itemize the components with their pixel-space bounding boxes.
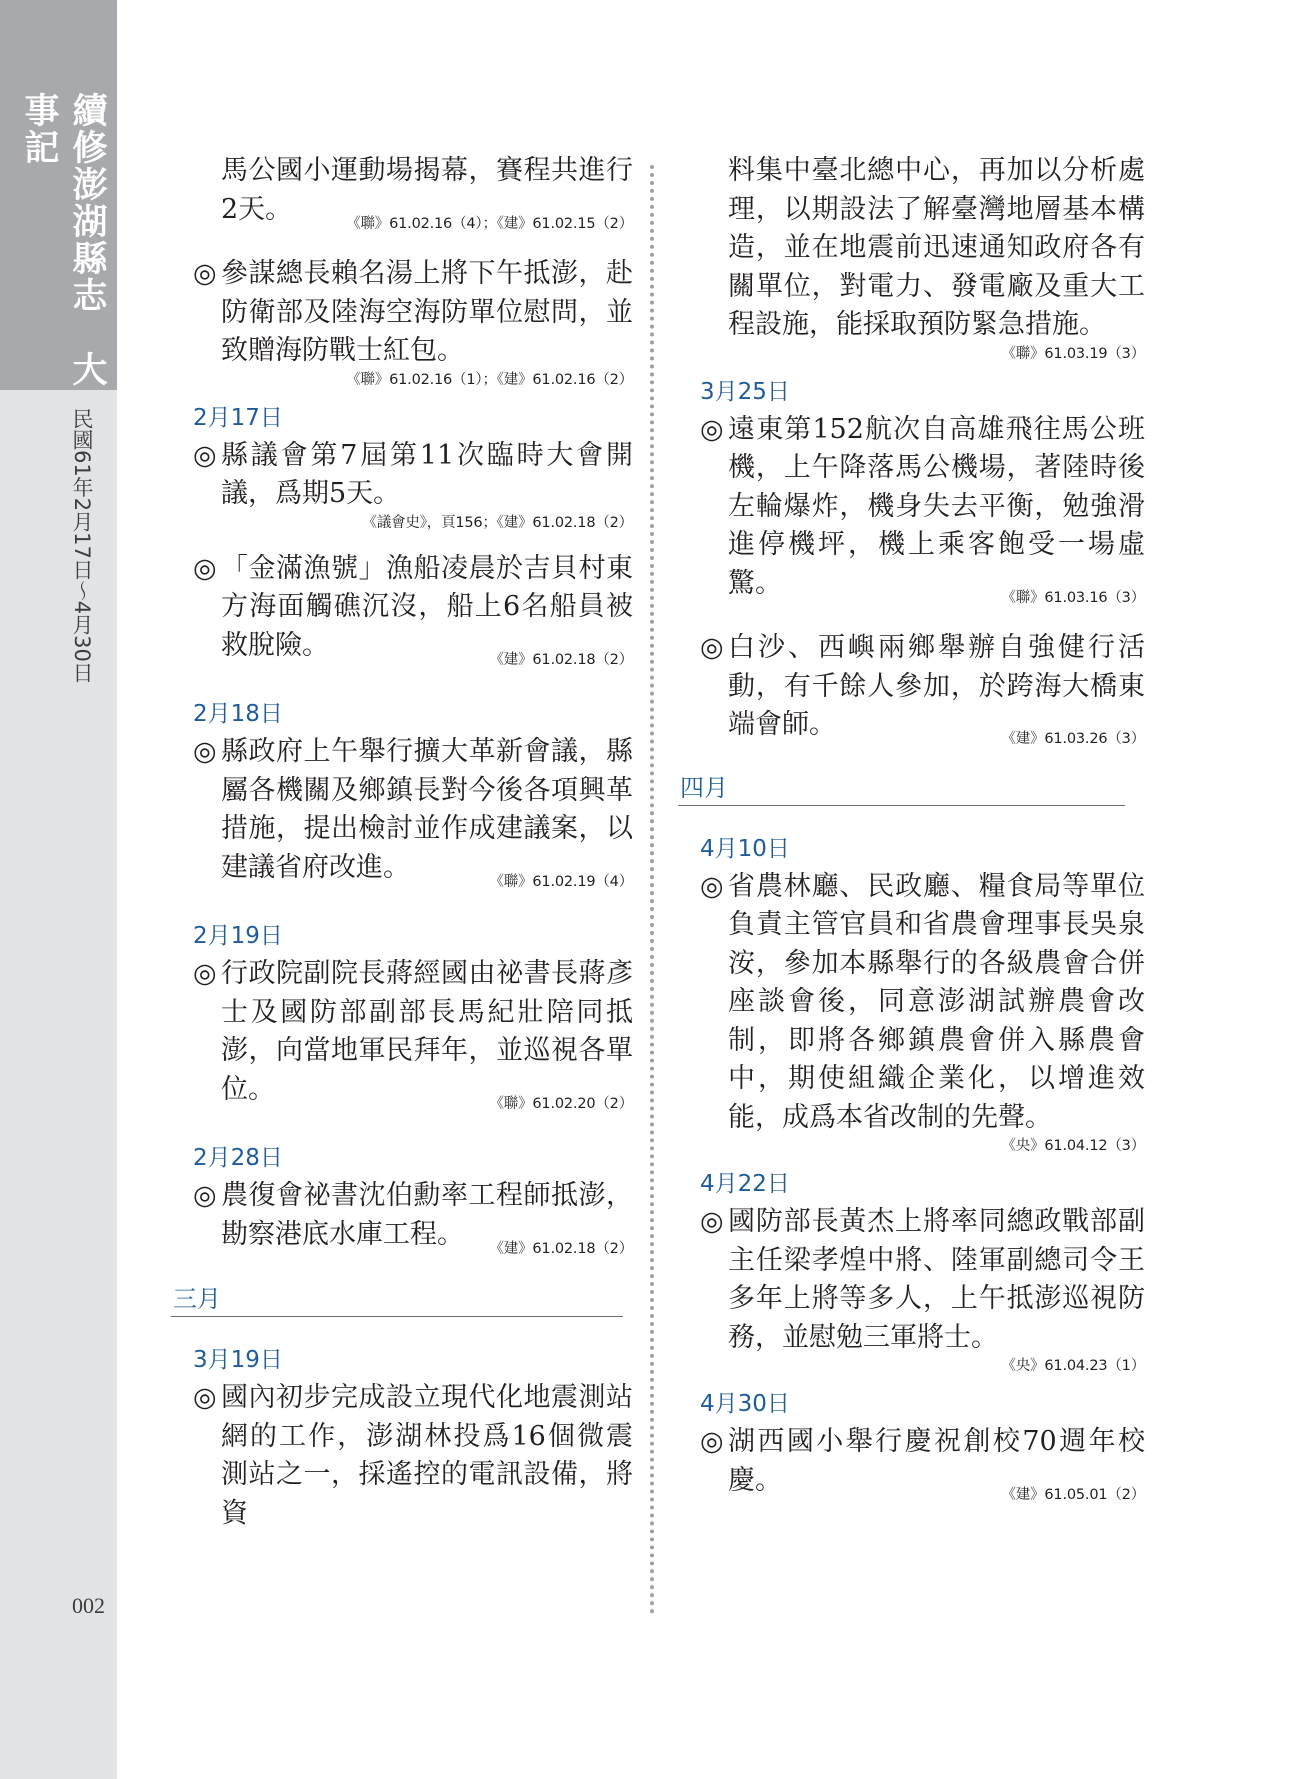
bullet-icon: ◎	[193, 439, 217, 471]
date-heading: 3月25日	[700, 378, 790, 405]
source-citation: 《聯》61.03.19（3）	[1001, 345, 1145, 362]
source-citation: 《聯》61.02.16（1）；《建》61.02.16（2）	[346, 371, 633, 388]
entry	[193, 437, 633, 534]
left-column	[173, 152, 633, 1533]
date-heading: 4月22日	[700, 1171, 790, 1197]
right-column	[680, 152, 1145, 1514]
entry	[700, 1203, 1145, 1377]
bullet-icon: ◎	[193, 1180, 217, 1211]
source-citation: 《聯》61.02.19（4）	[489, 873, 633, 890]
entry	[700, 152, 1145, 365]
source-citation: 《聯》61.03.16（3）	[1001, 589, 1145, 606]
bullet-icon: ◎	[700, 413, 724, 445]
entry	[193, 1177, 633, 1257]
date-heading: 2月18日	[193, 701, 283, 727]
entry-text: 參謀總長賴名湯上將下午抵澎，赴防衛部及陸海空海防單位慰問，並致贈海防戰士紅包。	[221, 258, 633, 366]
sidebar	[0, 0, 117, 1779]
entry-text: 白沙、西嶼兩鄉舉辦自強健行活動，有千餘人參加，於跨海大橋東端會師。	[728, 632, 1145, 740]
date-heading: 4月30日	[700, 1391, 790, 1417]
bullet-icon: ◎	[193, 1382, 217, 1413]
entry-text: 國防部長黃杰上將率同總政戰部副主任梁孝煌中將、陸軍副總司令王多年上將等多人，上午抵澎巡視防務，並慰勉三軍將士。	[728, 1206, 1145, 1353]
bullet-icon: ◎	[700, 1206, 724, 1237]
entry-text: 農復會祕書沈伯勳率工程師抵澎，勘察港底水庫工程。	[221, 1180, 633, 1250]
bullet-icon: ◎	[193, 552, 217, 584]
date-range: 民國61年2月17日〜4月30日	[70, 408, 94, 683]
book-title: 續修澎湖縣志 大事記	[19, 92, 108, 388]
source-citation: 《央》61.04.23（1）	[1001, 1358, 1145, 1374]
date-heading: 4月10日	[700, 835, 790, 862]
page-number: 002	[72, 1593, 105, 1618]
entry-text: 國內初步完成設立現代化地震測站網的工作，澎湖林投爲16個微震測站之一，採遙控的電訊設備，將資	[221, 1382, 633, 1529]
entry	[193, 152, 633, 232]
bullet-icon: ◎	[700, 1426, 724, 1457]
column-divider	[650, 165, 654, 1615]
month-heading: 四月	[678, 771, 1125, 806]
month-heading: 三月	[171, 1282, 623, 1317]
source-citation: 《議會史》，頁156；《建》61.02.18（2）	[362, 514, 633, 531]
source-citation: 《建》61.02.18（2）	[489, 651, 633, 668]
date-heading: 2月17日	[193, 404, 283, 431]
entry-text: 縣議會第7屆第11次臨時大會開議，爲期5天。	[221, 439, 633, 509]
entry-text: 湖西國小舉行慶祝創校70週年校慶。	[728, 1426, 1145, 1496]
source-citation: 《建》61.02.18（2）	[489, 1240, 633, 1257]
source-citation: 《聯》61.02.16（4）；《建》61.02.15（2）	[346, 215, 633, 232]
entry-text: 遠東第152航次自高雄飛往馬公班機，上午降落馬公機場，著陸時後左輪爆炸，機身失去平衡，勉強滑進停機坪，機上乘客飽受一場虛驚。	[728, 413, 1145, 599]
entry-text: 馬公國小運動場揭幕，賽程共進行2天。	[221, 155, 633, 225]
entry-text: 省農林廳、民政廳、糧食局等單位負責主管官員和省農會理事長吳泉洝，參加本縣舉行的各級農會合併座談會後，同意澎湖試辦農會改制，即將各鄉鎮農會併入縣農會中，期使組織企業化，以增進效能，成爲本省改制的先聲。	[728, 870, 1145, 1133]
bullet-icon: ◎	[193, 258, 217, 289]
bullet-icon: ◎	[700, 632, 724, 663]
date-heading: 2月19日	[193, 923, 283, 949]
entry	[700, 411, 1145, 604]
entry	[193, 733, 633, 890]
sidebar-title-block	[0, 0, 117, 390]
entry	[700, 868, 1145, 1158]
entry-text: 縣政府上午舉行擴大革新會議，縣屬各機關及鄉鎮長對今後各項興革措施，提出檢討並作成建議案，以建議省府改進。	[221, 736, 633, 883]
source-citation: 《央》61.04.12（3）	[1001, 1138, 1145, 1154]
entry-text: 「金滿漁號」漁船凌晨於吉貝村東方海面觸礁沉沒，船上6名船員被救脫險。	[221, 552, 633, 661]
source-citation: 《建》61.05.01（2）	[1001, 1486, 1145, 1503]
entry	[193, 955, 633, 1112]
entry	[700, 1423, 1145, 1503]
date-heading: 3月19日	[193, 1347, 283, 1373]
source-citation: 《建》61.03.26（3）	[1001, 731, 1145, 747]
bullet-icon: ◎	[700, 870, 724, 902]
entry	[193, 1379, 633, 1533]
entry-text: 料集中臺北總中心，再加以分析處理，以期設法了解臺灣地層基本構造，並在地震前迅速通知政府各有關單位，對電力、發電廠及重大工程設施，能採取預防緊急措施。	[728, 155, 1145, 340]
date-heading: 2月28日	[193, 1145, 283, 1171]
entry-text: 行政院副院長蔣經國由祕書長蔣彥士及國防部副部長馬紀壯陪同抵澎，向當地軍民拜年，並巡視各單位。	[221, 958, 633, 1105]
entry	[700, 629, 1145, 745]
bullet-icon: ◎	[193, 736, 217, 767]
bullet-icon: ◎	[193, 958, 217, 989]
entry	[193, 255, 633, 391]
source-citation: 《聯》61.02.20（2）	[489, 1095, 633, 1112]
entry	[193, 550, 633, 666]
